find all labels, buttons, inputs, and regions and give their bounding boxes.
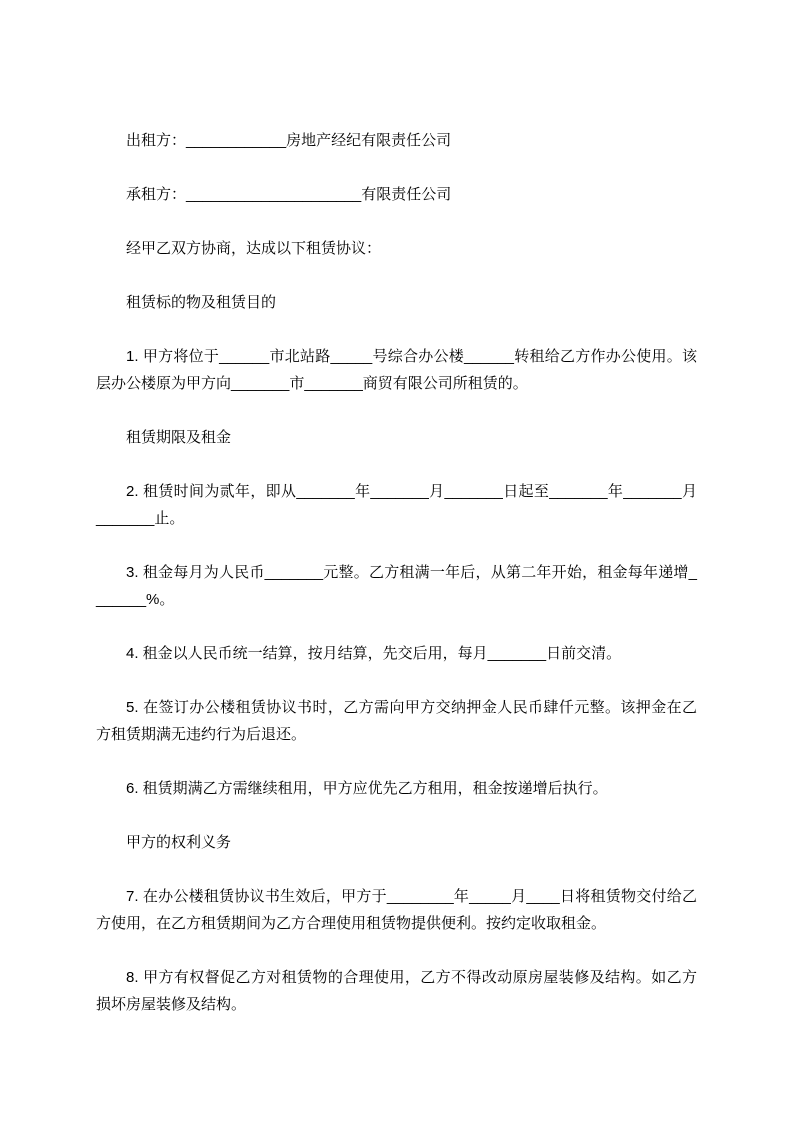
clause-2: 2. 租赁时间为贰年，即从_______年_______月_______日起至_______年_______月_______止。 (96, 483, 697, 527)
clause-5: 5. 在签订办公楼租赁协议书时，乙方需向甲方交纳押金人民币肆仟元整。该押金在乙方租赁期满无违约行为后退还。 (96, 699, 697, 743)
clause-7: 7. 在办公楼租赁协议书生效后，甲方于________年_____月____日将租赁物交付给乙方使用，在乙方租赁期间为乙方合理使用租赁物提供便利。按约定收取租金。 (96, 888, 697, 932)
clause-1: 1. 甲方将位于______市北站路_____号综合办公楼______转租给乙方作办公使用。该层办公楼原为甲方向_______市_______商贸有限公司所租赁的。 (96, 348, 697, 392)
preamble-line: 经甲乙双方协商，达成以下租赁协议： (126, 240, 382, 257)
section-heading-rights: 甲方的权利义务 (126, 834, 232, 851)
section-heading-term: 租赁期限及租金 (126, 429, 232, 446)
clause-6: 6. 租赁期满乙方需继续租用，甲方应优先乙方租用，租金按递增后执行。 (126, 780, 608, 797)
clause-8: 8. 甲方有权督促乙方对租赁物的合理使用，乙方不得改动原房屋装修及结构。如乙方损坏房屋装修及结构。 (96, 969, 697, 1013)
section-heading-subject: 租赁标的物及租赁目的 (126, 294, 277, 311)
clause-3: 3. 租金每月为人民币_______元整。乙方租满一年后，从第二年开始，租金每年递增_______%。 (96, 564, 697, 608)
lessor-line: 出租方：____________房地产经纪有限责任公司 (126, 132, 452, 149)
clause-4: 4. 租金以人民币统一结算，按月结算，先交后用，每月_______日前交清。 (126, 645, 622, 662)
lessee-line: 承租方：_____________________有限责任公司 (126, 186, 452, 203)
